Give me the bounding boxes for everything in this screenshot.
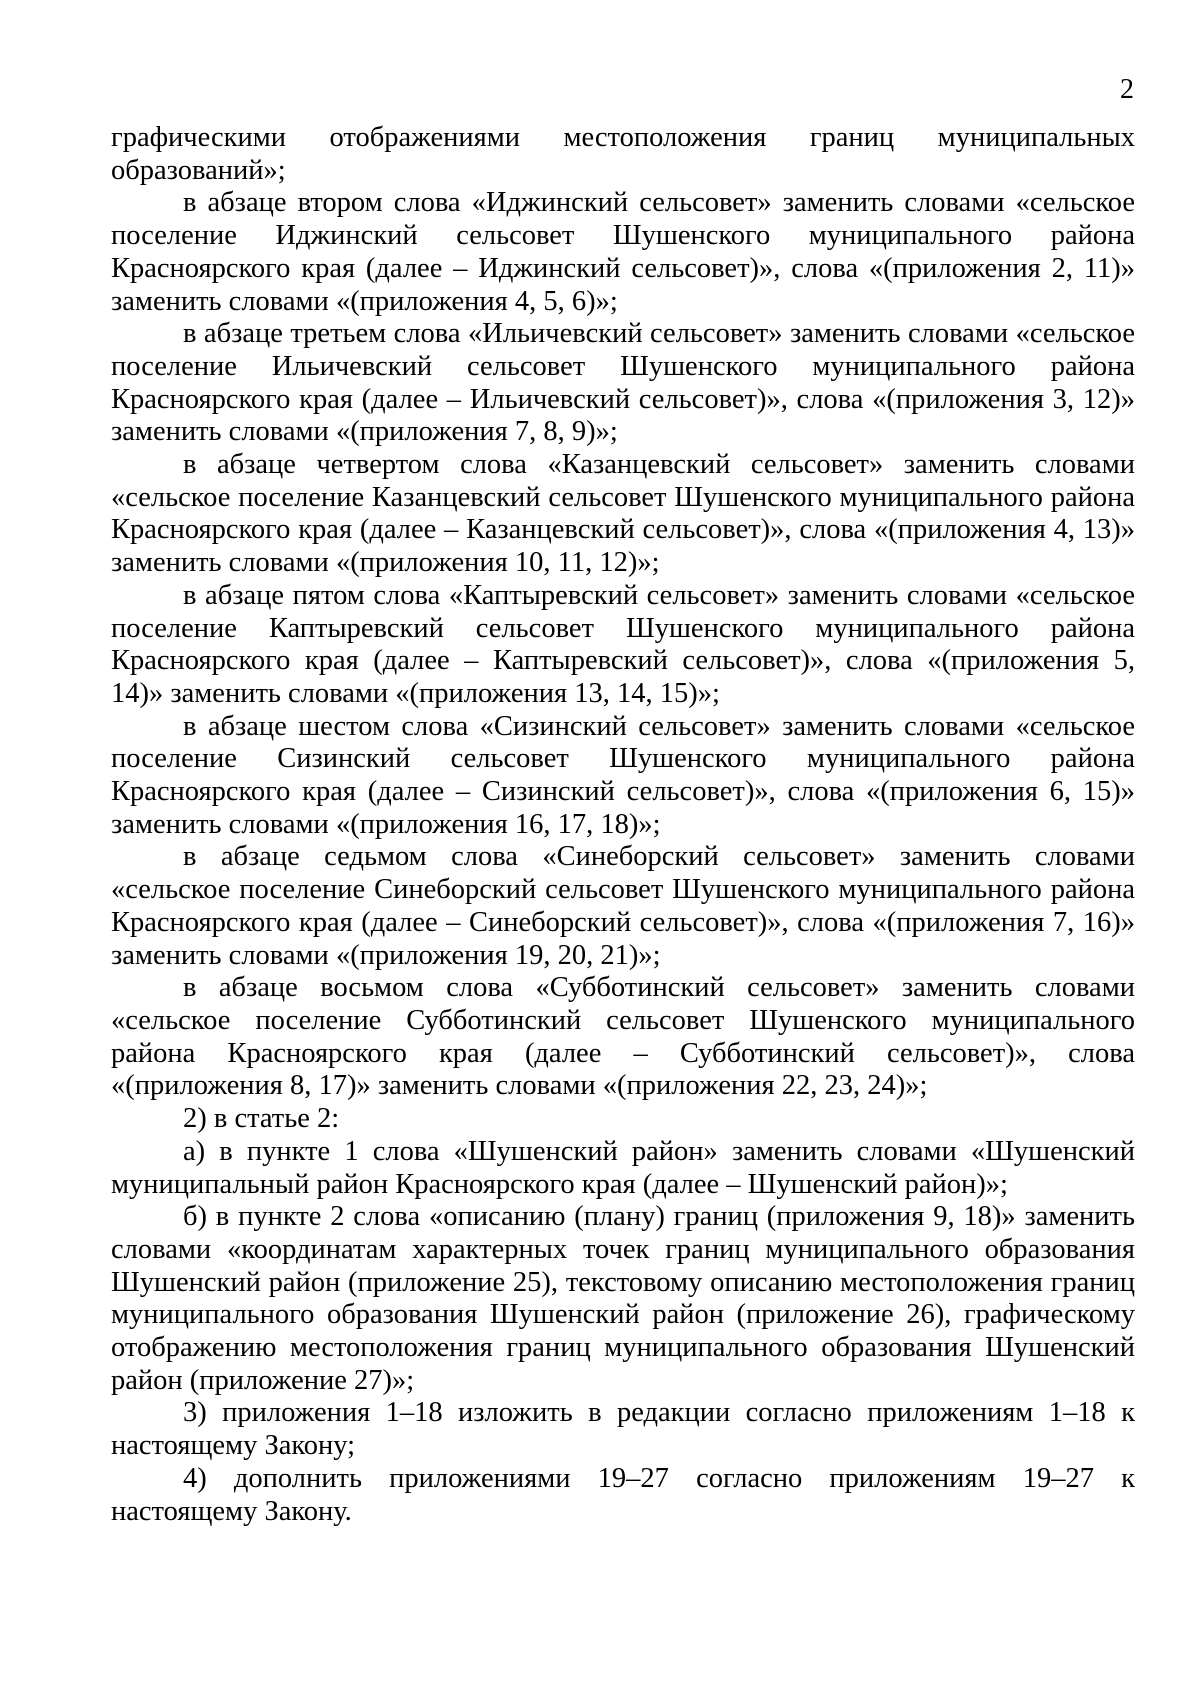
paragraph-ilichevsky: в абзаце третьем слова «Ильичевский сельсовет» заменить словами «сельское поселение Ильичевский сельсовет Шушенского муниципального района Красноярского края (далее – Ильичевский сельсовет)», слова «(приложения 3, 12)» заменить словами «(приложения 7, 8, 9)»; [111, 318, 1135, 448]
paragraph-article-2: 2) в статье 2: [183, 1103, 340, 1135]
document-body [111, 122, 1135, 1528]
paragraph-kaptyrevsky: в абзаце пятом слова «Каптыревский сельсовет» заменить словами «сельское поселение Каптыревский сельсовет Шушенского муниципального района Красноярского края (далее – Каптыревский сельсовет)», слова «(приложения 5, 14)» заменить словами «(приложения 13, 14, 15)»; [111, 579, 1135, 709]
paragraph-sizinsky: в абзаце шестом слова «Сизинский сельсовет» заменить словами «сельское поселение Сизинский сельсовет Шушенского муниципального района Красноярского края (далее – Сизинский сельсовет)», слова «(приложения 6, 15)» заменить словами «(приложения 16, 17, 18)»; [111, 710, 1135, 840]
paragraph-sinebrorsky: в абзаце седьмом слова «Синеборский сельсовет» заменить словами «сельское поселение Синеборский сельсовет Шушенского муниципального района Красноярского края (далее – Синеборский сельсовет)», слова «(приложения 7, 16)» заменить словами «(приложения 19, 20, 21)»; [111, 841, 1135, 971]
paragraph-item-a: а) в пункте 1 слова «Шушенский район» заменить словами «Шушенский муниципальный район Красноярского края (далее – Шушенский район)»; [111, 1135, 1135, 1200]
paragraph-continuation: графическими отображениями местоположения границ муниципальных образований»; [111, 122, 1135, 186]
paragraph-kazantsevsky: в абзаце четвертом слова «Казанцевский сельсовет» заменить словами «сельское поселение Казанцевский сельсовет Шушенского муниципального района Красноярского края (далее – Казанцевский сельсовет)», слова «(приложения 4, 13)» заменить словами «(приложения 10, 11, 12)»; [111, 449, 1135, 579]
paragraph-item-b: б) в пункте 2 слова «описанию (плану) границ (приложения 9, 18)» заменить словами «координатам характерных точек границ муниципального образования Шушенский район (приложение 25), текстовому описанию местоположения границ муниципального образования Шушенский район (приложение 26), графическому отображению местоположения границ муниципального образования Шушенский район (приложение 27)»; [111, 1201, 1135, 1396]
paragraph-idzhinsky: в абзаце втором слова «Иджинский сельсовет» заменить словами «сельское поселение Иджинский сельсовет Шушенского муниципального района Красноярского края (далее – Иджинский сельсовет)», слова «(приложения 2, 11)» заменить словами «(приложения 4, 5, 6)»; [111, 187, 1135, 317]
page-number: 2 [1120, 74, 1134, 105]
paragraph-subbotinsky: в абзаце восьмом слова «Субботинский сельсовет» заменить словами «сельское поселение Субботинский сельсовет Шушенского муниципального района Красноярского края (далее – Субботинский сельсовет)», слова «(приложения 8, 17)» заменить словами «(приложения 22, 23, 24)»; [111, 972, 1135, 1102]
paragraph-item-3: 3) приложения 1–18 изложить в редакции согласно приложениям 1–18 к настоящему Закону; [111, 1397, 1135, 1462]
paragraph-item-4: 4) дополнить приложениями 19–27 согласно приложениям 19–27 к настоящему Закону. [111, 1462, 1135, 1527]
